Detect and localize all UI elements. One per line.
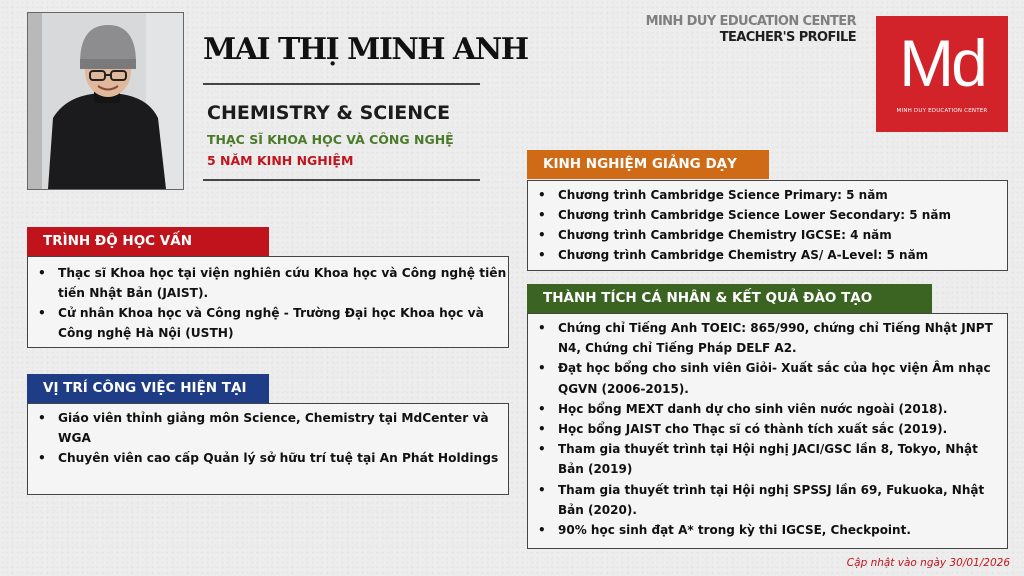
current-position-box	[27, 403, 509, 495]
name-divider	[203, 83, 480, 85]
list-item: • Học bổng JAIST cho Thạc sĩ có thành tích xuất sắc (2019).	[528, 419, 1007, 439]
current-position-header: VỊ TRÍ CÔNG VIỆC HIỆN TẠI	[27, 374, 269, 403]
education-box	[27, 256, 509, 348]
teacher-degree: THẠC SĨ KHOA HỌC VÀ CÔNG NGHỆ	[207, 132, 454, 147]
teacher-photo	[27, 12, 184, 190]
teaching-experience-list	[528, 185, 1007, 265]
list-item: • Chương trình Cambridge Chemistry IGCSE: 4 năm	[528, 225, 1007, 245]
teacher-subject: CHEMISTRY & SCIENCE	[207, 102, 451, 124]
profile-label: TEACHER'S PROFILE	[719, 30, 856, 45]
list-item: • Đạt học bổng cho sinh viên Giỏi- Xuất sắc của học viện Âm nhạc QGVN (2006-2015).	[528, 358, 1007, 398]
list-item: • Tham gia thuyết trình tại Hội nghị JACI/GSC lần 8, Tokyo, Nhật Bản (2019)	[528, 439, 1007, 479]
education-list	[28, 263, 508, 343]
teaching-experience-box	[527, 180, 1008, 271]
list-item: • Chuyên viên cao cấp Quản lý sở hữu trí tuệ tại An Phát Holdings	[28, 448, 508, 468]
achievements-header: THÀNH TÍCH CÁ NHÂN & KẾT QUẢ ĐÀO TẠO	[527, 284, 932, 313]
update-date: Cập nhật vào ngày 30/01/2026	[846, 557, 1010, 569]
list-item: • Thạc sĩ Khoa học tại viện nghiên cứu Khoa học và Công nghệ tiên tiến Nhật Bản (JAIST).	[28, 263, 508, 303]
list-item: • Tham gia thuyết trình tại Hội nghị SPSSJ lần 69, Fukuoka, Nhật Bản (2020).	[528, 480, 1007, 520]
list-item: • 90% học sinh đạt A* trong kỳ thi IGCSE, Checkpoint.	[528, 520, 1007, 540]
list-item: • Học bổng MEXT danh dự cho sinh viên nước ngoài (2018).	[528, 399, 1007, 419]
subtitle-divider	[203, 179, 480, 181]
list-item: • Cử nhân Khoa học và Công nghệ - Trường Đại học Khoa học và Công nghệ Hà Nội (USTH)	[28, 303, 508, 343]
teacher-name: MAI THỊ MINH ANH	[203, 32, 528, 67]
list-item: • Chương trình Cambridge Chemistry AS/ A-Level: 5 năm	[528, 245, 1007, 265]
logo-mark: Md	[899, 26, 985, 100]
education-header: TRÌNH ĐỘ HỌC VẤN	[27, 227, 269, 256]
list-item: • Chương trình Cambridge Science Lower Secondary: 5 năm	[528, 205, 1007, 225]
current-position-list	[28, 408, 508, 468]
md-logo	[876, 16, 1008, 132]
list-item: • Chương trình Cambridge Science Primary: 5 năm	[528, 185, 1007, 205]
achievements-box	[527, 313, 1008, 549]
experience-years: 5 NĂM KINH NGHIỆM	[207, 153, 354, 168]
achievements-list	[528, 318, 1007, 540]
center-name: MINH DUY EDUCATION CENTER	[645, 14, 856, 29]
list-item: • Giáo viên thỉnh giảng môn Science, Chemistry tại MdCenter và WGA	[28, 408, 508, 448]
teaching-experience-header: KINH NGHIỆM GIẢNG DẠY	[527, 150, 769, 179]
list-item: • Chứng chỉ Tiếng Anh TOEIC: 865/990, chứng chỉ Tiếng Nhật JNPT N4, Chứng chỉ Tiếng Pháp DELF A2.	[528, 318, 1007, 358]
logo-text: MINH DUY EDUCATION CENTER	[896, 108, 988, 114]
